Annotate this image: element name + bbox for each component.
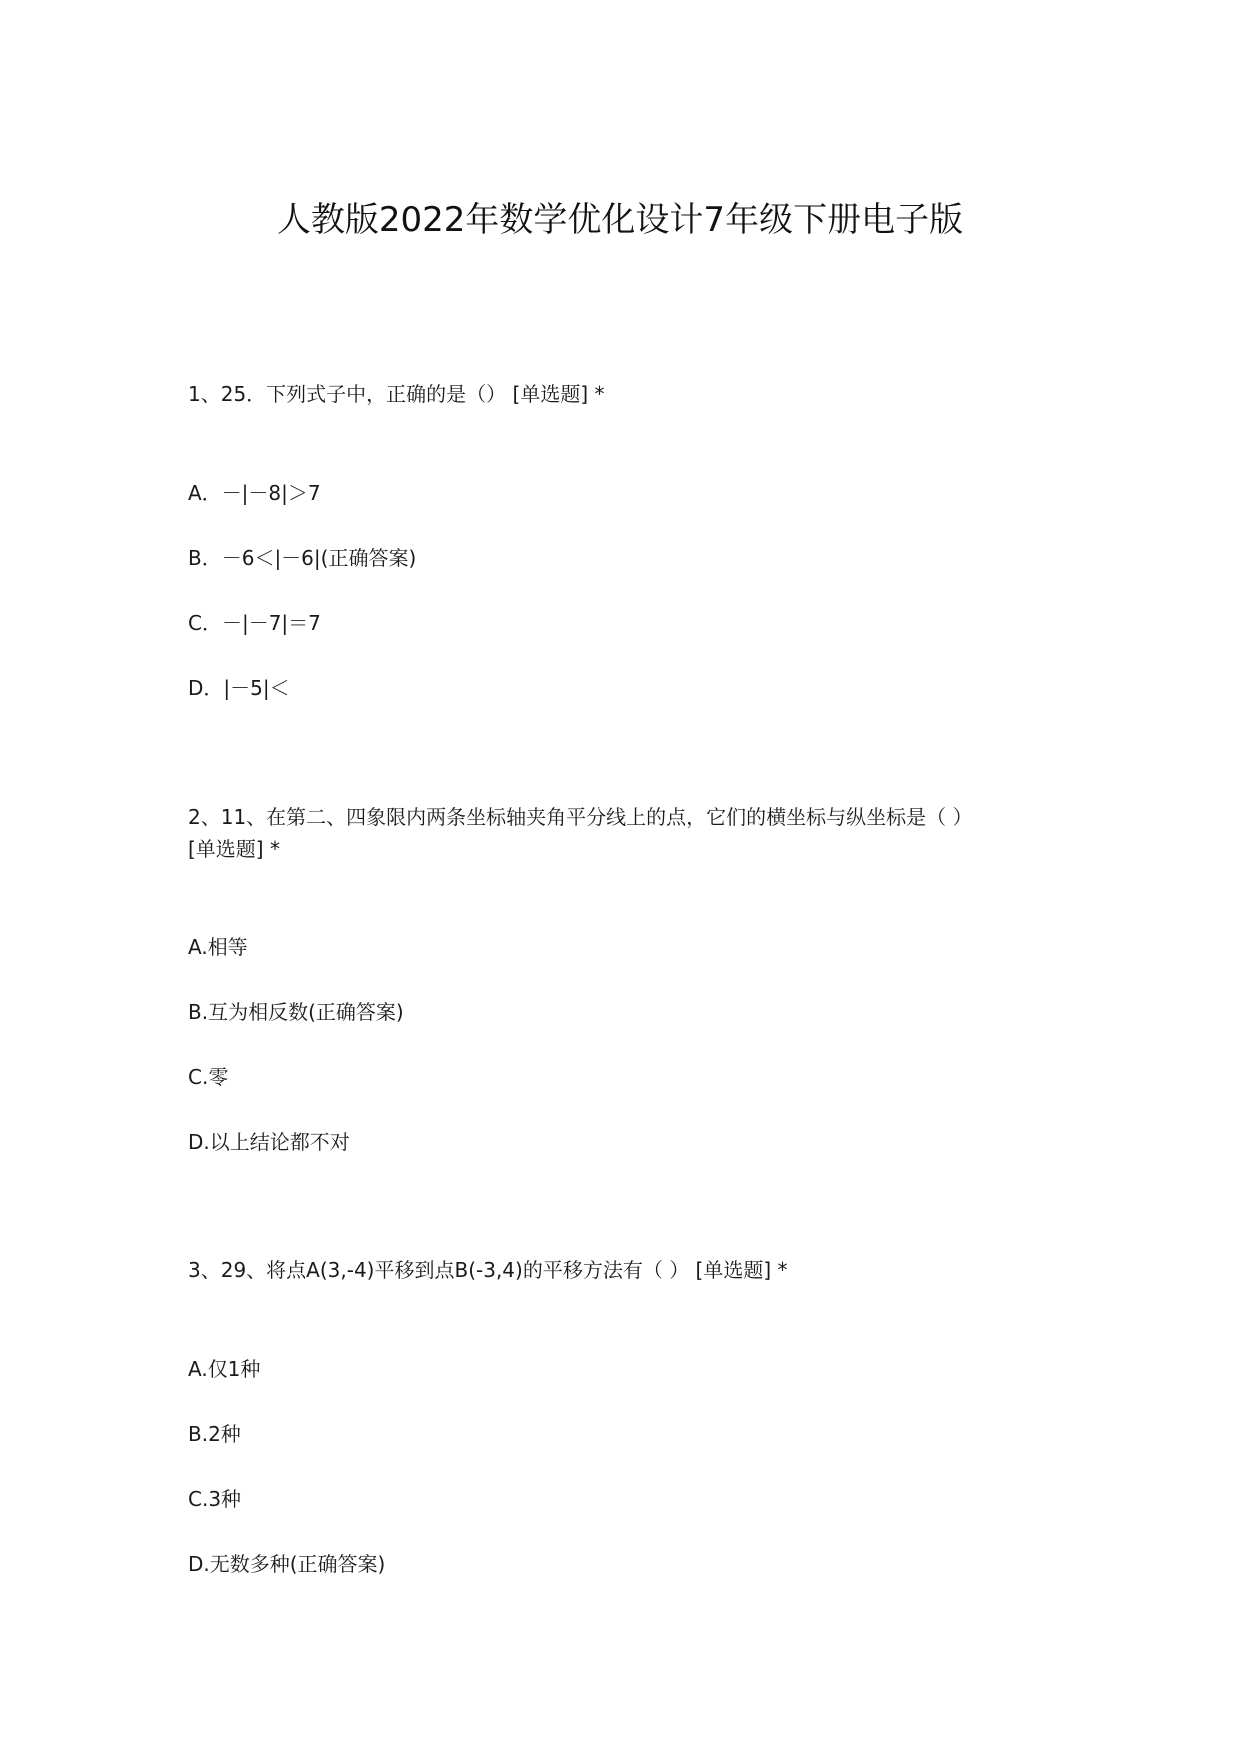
question-1-text: 1、25．下列式子中，正确的是（） [单选题] * (188, 382, 605, 406)
question-3-option-c: C.3种 (188, 1487, 242, 1511)
question-3-text: 3、29、将点A(3,-4)平移到点B(-3,4)的平移方法有（ ） [单选题] * (188, 1258, 788, 1282)
question-3-option-d: D.无数多种(正确答案) (188, 1552, 386, 1576)
question-2-option-c: C.零 (188, 1065, 229, 1089)
question-2-option-d: D.以上结论都不对 (188, 1130, 350, 1154)
question-1-option-c: C．－|－7|＝7 (188, 611, 321, 635)
question-2-text-line1: 2、11、在第二、四象限内两条坐标轴夹角平分线上的点，它们的横坐标与纵坐标是（ ） (188, 805, 973, 829)
question-1-option-a: A．－|－8|＞7 (188, 481, 321, 505)
question-1-option-d: D．|－5|＜ (188, 676, 290, 700)
question-2-option-a: A.相等 (188, 935, 248, 959)
question-1-option-b: B．－6＜|－6|(正确答案) (188, 546, 417, 570)
document-title: 人教版2022年数学优化设计7年级下册电子版 (276, 200, 964, 240)
question-3-option-a: A.仅1种 (188, 1357, 261, 1381)
question-2-text-line2: [单选题] * (188, 837, 280, 861)
question-2-option-b: B.互为相反数(正确答案) (188, 1000, 404, 1024)
question-3-option-b: B.2种 (188, 1422, 241, 1446)
